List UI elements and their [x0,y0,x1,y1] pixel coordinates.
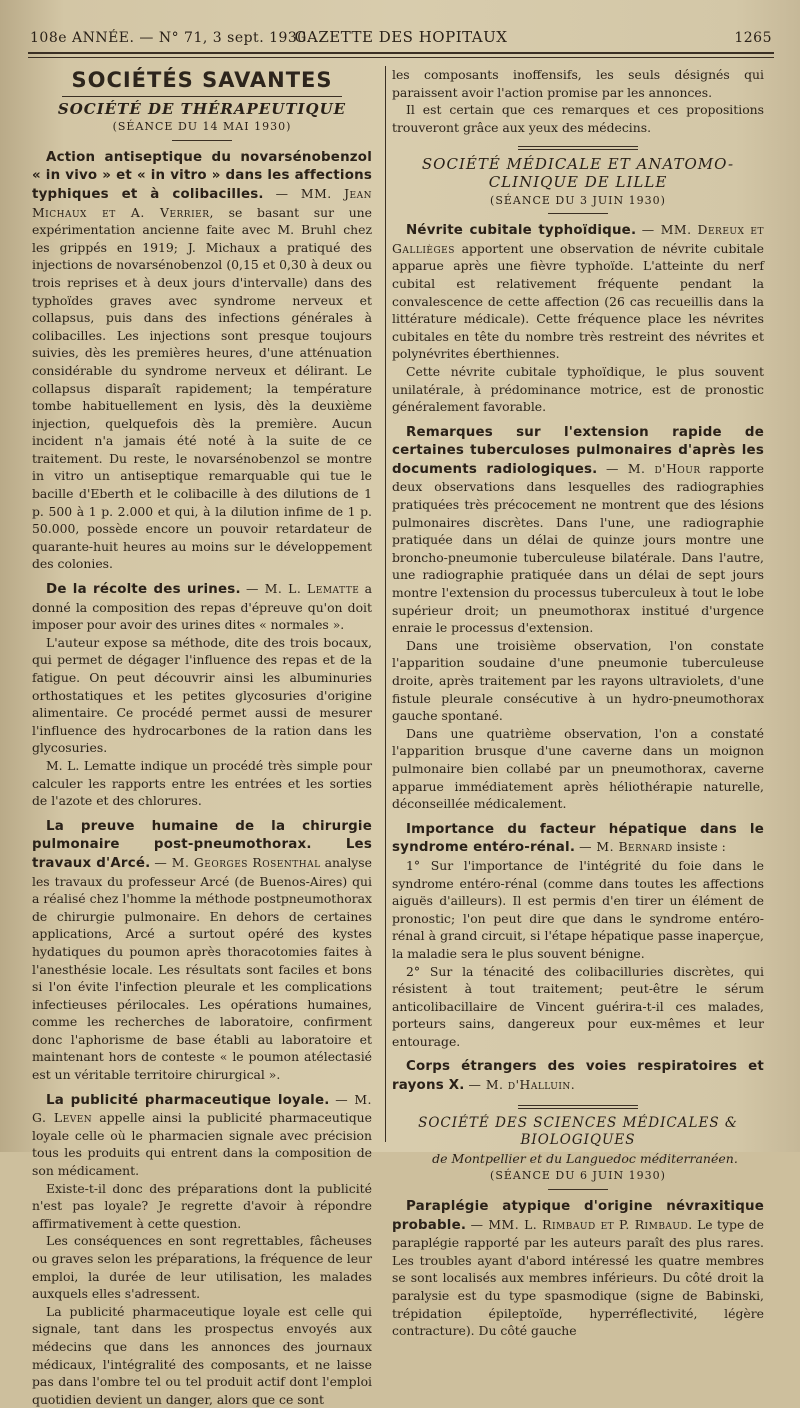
seance-rule [172,140,232,141]
section-rule [62,96,342,97]
article-facteur-hepatique [392,820,764,1051]
article-recolte-urines [32,580,372,810]
article-publicite-pharmaceutique [32,1091,372,1408]
article-authors: — MM. Jean Michaux et A. Verrier, [32,185,372,220]
article-tuberculoses [392,423,764,813]
seance-rule [548,1189,608,1190]
page-number: 1265 [734,30,772,46]
article-authors: — M. L. Lematte [246,581,360,597]
article-authors: — M. d'Halluin. [468,1077,576,1093]
column-divider [385,66,386,1142]
article-corps-etrangers [392,1057,764,1094]
header-rule-thin [28,57,774,58]
article-paragraph: M. L. Lematte indique un procédé très simple pour calculer les rapports entre les entrées et les sorties de l'azote et des chlorures. [32,757,372,809]
article-authors: — MM. L. Rimbaud et P. Rimbaud. [470,1216,693,1232]
section-title: SOCIÉTÉS SAVANTES [71,68,333,92]
society-title: SOCIÉTÉ DES SCIENCES MÉDICALES & BIOLOGIQUES [418,1114,738,1149]
article-heading: Corps étrangers des voies respiratoires et rayons X. [392,1059,764,1094]
article-heading: La publicité pharmaceutique loyale. [46,1092,330,1108]
article-paragraph: Dans une troisième observation, l'on constate l'apparition soudaine d'une pneumonie tuberculeuse droite, après traitement par les rayons ultraviolets, d'une fistule pleurale consécutive à un hydro-pneumothorax gauche spontané. [392,637,764,724]
section-separator [518,1105,638,1109]
article-heading: Importance du facteur hépatique dans le syndrome entéro-rénal. [392,821,764,856]
continuation-paragraph: Il est certain que ces remarques et ces propositions trouveront grâce aux yeux des médecins. [392,102,764,135]
article-paragraph: L'auteur expose sa méthode, dite des trois bocaux, qui permet de dégager l'influence des repas et de la fatigue. On peut découvrir ainsi les albuminuries orthostatiques et les petites glycosuries d'origine alimentaire. Ce procédé permet aussi de mesurer l'influence des hydrocarbones de la ration dans les glycosuries. [32,634,372,756]
article-heading: De la récolte des urines. [46,582,241,598]
seance-date: (SÉANCE DU 6 JUIN 1930) [490,1169,666,1183]
article-body: analyse les travaux du professeur Arcé (de Buenos-Aires) qui a réalisé chez l'homme la méthode postpneumothorax de chirurgie pulmonaire. En dehors de certaines applications, Arcé a surtout opéré des kystes hydatiques du poumon après thoracotomies faites à l'anesthésie locale. Les résultats sont faciles et bons si l'on évite l'infection pleurale et les complications infectieuses périlocales. Les opérations humaines, comme les recherches de laboratoire, confirment donc l'aphorisme de base établi au laboratoire et maintenant hors de conteste « le poumon atélectasié est un véritable territoire chirurgical ». [32,854,372,1083]
left-column [32,66,372,1408]
article-paragraph: Existe-t-il donc des préparations dont la publicité n'est pas loyale? Je regrette d'avoir à répondre affirmativement à cette question. [32,1180,372,1231]
article-heading: Action antiseptique du novarsénobenzol « in vivo » et « in vitro » dans les affections typhiques et à colibacilles. [32,149,372,202]
article-heading: La preuve humaine de la chirurgie pulmonaire post-pneumothorax. Les travaux d'Arcé. [32,818,372,871]
article-paragraph: Cette névrite cubitale typhoïdique, le plus souvent unilatérale, à prédominance motrice, est de pronostic généralement favorable. [392,363,764,415]
seance-date: (SÉANCE DU 14 MAI 1930) [112,120,292,134]
continuation-paragraph: les composants inoffensifs, les seuls désignés qui paraissent avoir l'action promise par les annonces. [392,67,764,100]
journal-title: GAZETTE DES HOPITAUX [294,28,508,46]
header-rule [28,52,774,54]
society-title: SOCIÉTÉ MÉDICALE ET ANATOMO-CLINIQUE DE LILLE [421,155,735,191]
society-subtitle: de Montpellier et du Languedoc méditerranéen. [432,1150,738,1166]
article-paragraph: La publicité pharmaceutique loyale est celle qui signale, tant dans les prospectus envoyés aux médecins que dans les annonces des journaux médicaux, l'intégralité des composants, et ne laisse pas dans l'ombre tel ou tel produit actif dont l'emploi quotidien devient un danger, alors que ce sont [32,1303,372,1407]
article-authors: — MM. Dereux et Gallièges [392,222,764,256]
issue-info: 108e ANNÉE. — N° 71, 3 sept. 1930. [30,30,312,46]
article-body: insiste : [676,839,726,855]
article-authors: — M. G. Leven [32,1091,372,1126]
article-body: Le type de paraplégie rapporté par les auteurs paraît des plus rares. Les troubles ayant d'abord intéressé les quatre membres se sont localisés aux membres inférieurs. Du côté droit la paralysie est du type spasmodique (signe de Babinski, trépidation épileptoïde, hyperréflectivité, légère contracture). Du côté gauche [392,1216,764,1339]
running-head [30,26,772,50]
article-body: a donné la composition des repas d'épreuve qu'on doit imposer pour avoir des urines dites « normales ». [32,581,372,633]
article-authors: — M. Georges Rosenthal [154,854,321,870]
article-paraplegie [392,1197,764,1340]
article-paragraph: 1° Sur l'importance de l'intégrité du foie dans le syndrome entéro-rénal (comme dans toutes les affections aiguës d'ailleurs). Il est permis d'en tirer un élément de pronostic; l'on peut dire que dans le syndrome entéro-rénal à grand circuit, si l'étape hépatique passe inaperçue, la maladie sera le plus souvent bénigne. [392,857,764,961]
article-heading: Névrite cubitale typhoïdique. [406,223,637,239]
article-body: rapporte deux observations dans lesquelles des radiographies pratiquées très précocement ne montrent que des lésions pulmonaires discrètes. Dans l'une, une radiographie pratiquée dans un délai de quinze jours montre une broncho-pneumonie tuberculeuse bilatérale. Dans l'autre, une radiographie pratiquée dans un délai de sept jours montre l'extension du processus tuberculeux à tout le lobe supérieur droit; un pneumothorax institué d'urgence enraie le processus d'extension. [392,460,764,636]
article-body: apportent une observation de névrite cubitale apparue après une fièvre typhoïde. L'atteinte du nerf cubital est relativement fréquente pendant la convalescence de cette affection (26 cas recueillis dans la littérature médicale). Cette fréquence place les névrites cubitales en tête du nombre très restreint des névrites et polynévrites éberthiennes. [392,240,764,362]
article-paragraph: Dans une quatrième observation, l'on a constaté l'apparition brusque d'une caverne dans un moignon pulmonaire bien collabé par un pneumothorax, caverne apparue immédiatement après héliothérapie naturelle, déconseillée médicalement. [392,725,764,812]
article-novarsenobenzol [32,148,372,573]
article-authors: — M. d'Hour [605,460,701,476]
article-heading: Remarques sur l'extension rapide de certaines tuberculoses pulmonaires d'après les documents radiologiques. [392,424,764,477]
right-column [392,66,764,1340]
article-paragraph: Les conséquences en sont regrettables, fâcheuses ou graves selon les préparations, la fréquence de leur emploi, la durée de leur utilisation, les malades auxquels elles s'adressent. [32,1233,372,1302]
article-paragraph: 2° Sur la ténacité des colibacilluries discrètes, qui résistent à tout traitement; peut-être le sérum anticolibacillaire de Vincent guérira-t-il ces malades, porteurs sains, dangereux pour eux-mêmes et leur entourage. [392,963,764,1049]
seance-date: (SÉANCE DU 3 JUIN 1930) [490,193,666,207]
article-body: se basant sur une expérimentation ancienne faite avec M. Bruhl chez les grippés en 1919; J. Michaux a pratiqué des injections de novarsénobenzol (0,15 et 0,30 à deux ou trois reprises et à deux jours d'intervalle) dans des typhoïdes graves avec syndrome nerveux et collapsus, puis dans des infections générales à colibacilles. Les injections sont presque toujours suivies, dès les premières heures, d'une atténuation considérable du syndrome nerveux et délirant. Le collapsus disparaît rapidement; la température tombe habituellement en lysis, dès la deuxième injection, quelquefois dès la première. Aucun incident n'a jamais été noté à la suite de ce traitement. Du reste, le novarsénobenzol se montre in vitro un antiseptique remarquable qui tue le bacille d'Eberth et le colibacille à des dilutions de 1 p. 500 à 1 p. 2.000 et qui, à la dilution infime de 1 p. 50.000, possède encore un pouvoir retardateur de quarante-huit heures au moins sur le développement des colonies. [32,204,372,572]
seance-rule [548,213,608,214]
article-authors: — M. Bernard [579,839,673,855]
article-body: appelle ainsi la publicité pharmaceutique loyale celle où le pharmacien signale avec précision tous les produits qui entrent dans la composition de son médicament. [32,1110,372,1179]
section-separator [518,146,638,150]
society-title: SOCIÉTÉ DE THÉRAPEUTIQUE [57,99,347,118]
article-chirurgie-pulmonaire [32,817,372,1084]
article-heading: Paraplégie atypique d'origine névraxitique probable. [392,1199,764,1233]
article-nevrite-cubitale [392,221,764,416]
